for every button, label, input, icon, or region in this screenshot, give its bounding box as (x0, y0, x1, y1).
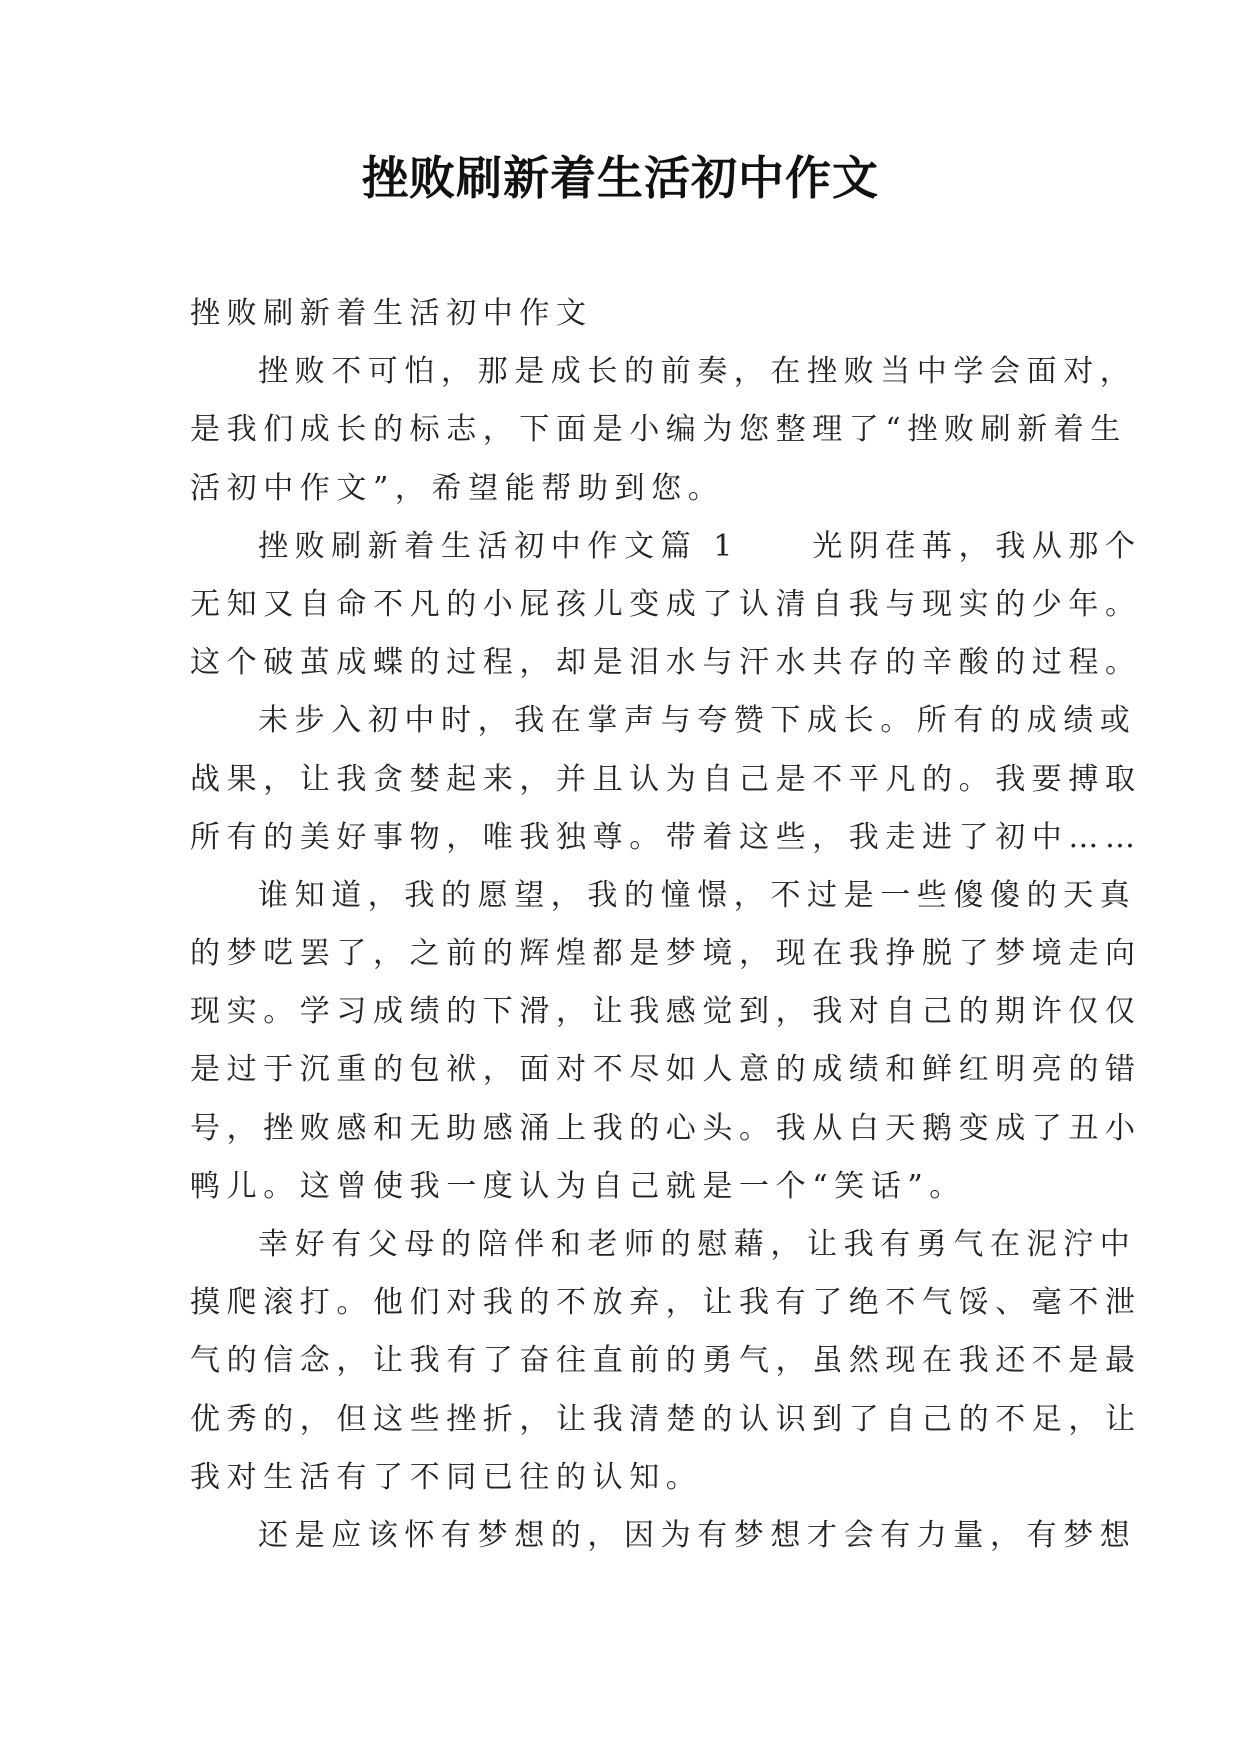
document-body (190, 285, 1142, 1565)
text-line: 还是应该怀有梦想的，因为有梦想才会有力量，有梦想 (258, 1517, 1137, 1553)
text-line: 无知又自命不凡的小屁孩儿变成了认清自我与现实的少年。 (190, 586, 1142, 622)
text-line: 现实。学习成绩的下滑，让我感觉到，我对自己的期许仅仅 (190, 994, 1142, 1030)
text-line: 气的信念，让我有了奋往直前的勇气，虽然现在我还不是最 (190, 1343, 1142, 1379)
text-line: 是过于沉重的包袱，面对不尽如人意的成绩和鲜红明亮的错 (190, 1052, 1142, 1088)
text-line: 挫败不可怕，那是成长的前奏，在挫败当中学会面对， (258, 354, 1137, 390)
text-line: 幸好有父母的陪伴和老师的慰藉，让我有勇气在泥泞中 (258, 1227, 1137, 1262)
text-line: 战果，让我贪婪起来，并且认为自己是不平凡的。我要搏取 (190, 761, 1142, 797)
text-line: 是我们成长的标志，下面是小编为您整理了“挫败刷新着生 (190, 412, 1127, 448)
document-title: 挫败刷新着生活初中作文 (362, 151, 879, 205)
text-line: 挫败刷新着生活初中作文 (190, 296, 593, 331)
text-line: 我对生活有了不同已往的认知。 (190, 1459, 703, 1495)
text-line: 所有的美好事物，唯我独尊。带着这些，我走进了初中…… (190, 819, 1142, 855)
text-line: 号，挫败感和无助感涌上我的心头。我从白天鹅变成了丑小 (190, 1110, 1142, 1146)
text-line: 优秀的，但这些挫折，让我清楚的认识到了自己的不足，让 (190, 1401, 1142, 1437)
text-line: 摸爬滚打。他们对我的不放弃，让我有了绝不气馁、毫不泄 (190, 1285, 1142, 1321)
text-line: 鸭儿。这曾使我一度认为自己就是一个“笑话”。 (190, 1168, 966, 1204)
text-line: 这个破茧成蝶的过程，却是泪水与汗水共存的辛酸的过程。 (190, 645, 1142, 681)
text-line: 的梦呓罢了，之前的辉煌都是梦境，现在我挣脱了梦境走向 (190, 936, 1142, 972)
text-line: 挫败刷新着生活初中作文篇 1 光阴荏苒，我从那个 (258, 528, 1142, 564)
text-line: 活初中作文”，希望能帮助到您。 (190, 470, 725, 506)
text-line: 未步入初中时，我在掌声与夸赞下成长。所有的成绩或 (258, 703, 1137, 739)
text-line: 谁知道，我的愿望，我的憧憬，不过是一些傻傻的天真 (258, 877, 1137, 913)
